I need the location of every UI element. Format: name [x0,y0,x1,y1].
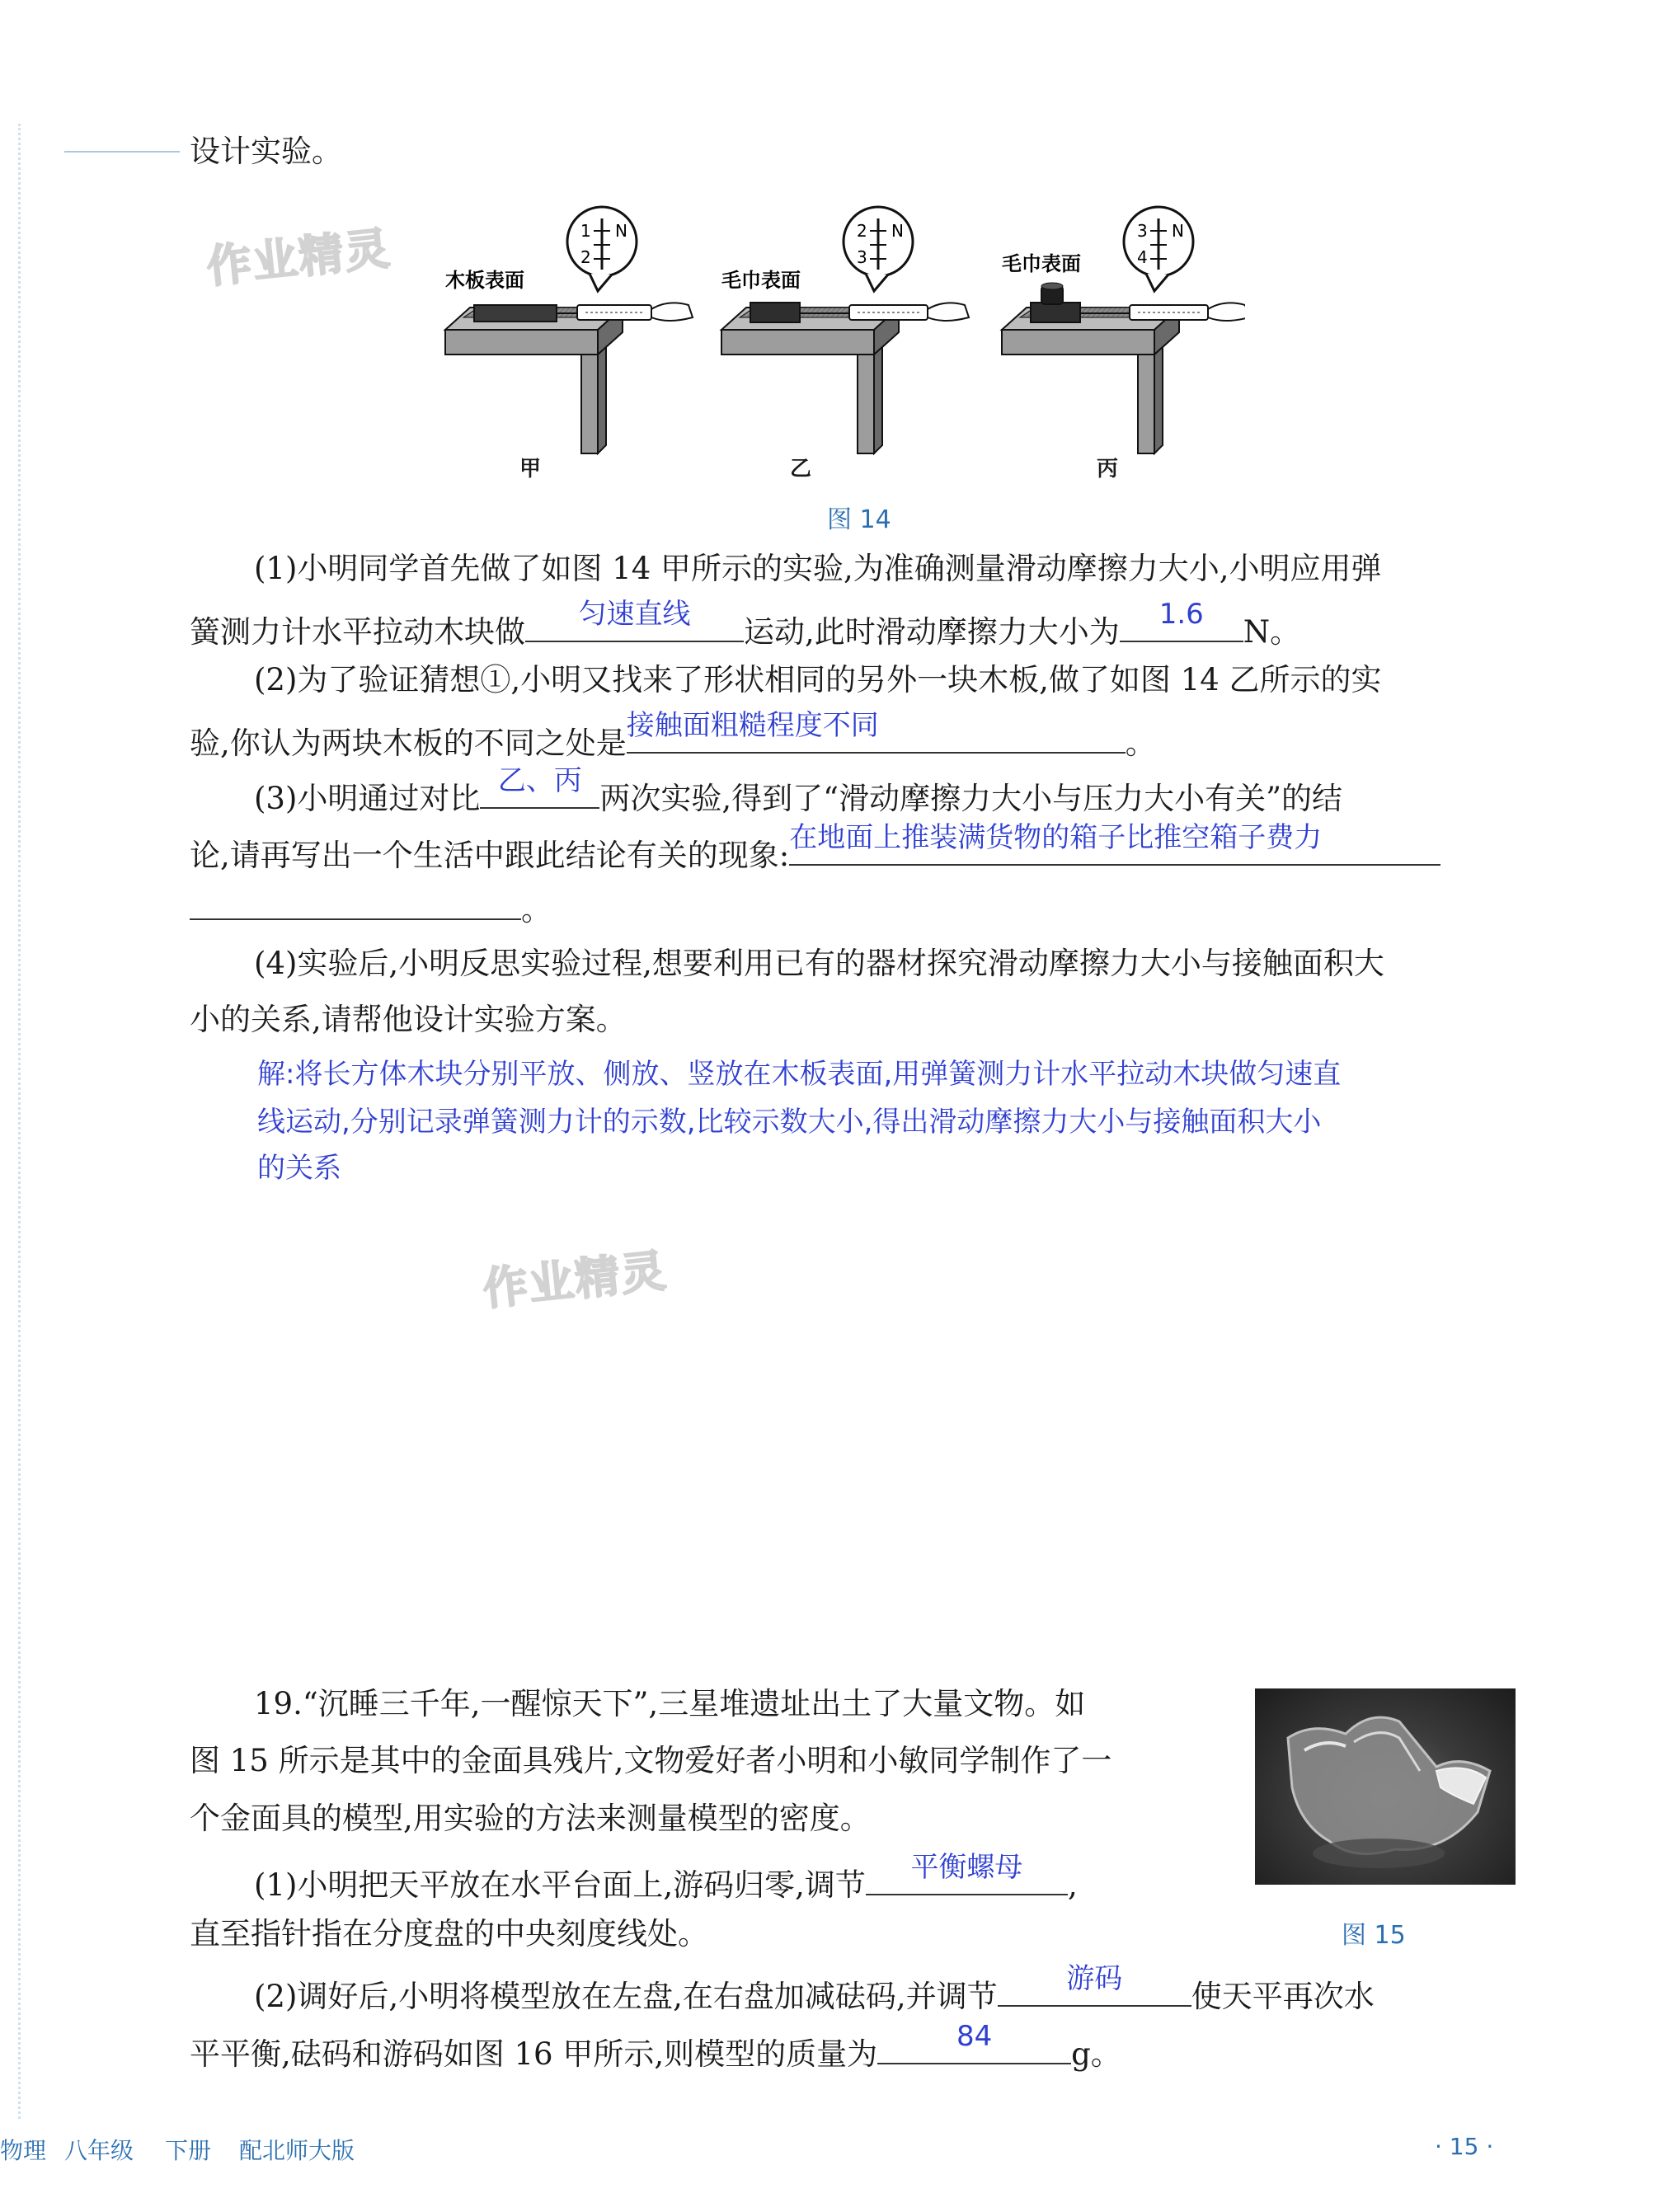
q19-p2-text-d: g。 [1071,2036,1121,2072]
watermark: 作业精灵 [204,222,394,294]
gauge-tick-label: 3 [1137,221,1148,241]
answer-blank [998,1962,1191,2007]
continuation-text: 设计实验。 [190,134,342,169]
q18-p3-line1 [254,764,1343,820]
footer-grade: 八年级 [64,2137,134,2164]
q19-p2-text-b: 使天平再次水 [1191,1979,1375,2014]
panel-label-yi: 乙 [790,457,812,481]
q18-p2-line1: (2)为了验证猜想①,小明又找来了形状相同的另外一块木板,做了如图 14 乙所示的实 [254,662,1382,697]
q19-intro-line1: 19.“沉睡三千年,一醒惊天下”,三星堆遗址出土了大量文物。如 [254,1686,1086,1721]
q18-p2-text-b: 。 [1125,726,1156,761]
q19-p1-line2: 直至指针指在分度盘的中央刻度线处。 [190,1916,708,1951]
q19-p2-line2 [190,2020,1121,2076]
answer-text: 乙、丙 [497,764,582,797]
answer-text: 匀速直线 [578,598,691,631]
q19-p2-line1 [254,1962,1375,2018]
q18-p3-line3 [190,881,552,932]
gauge-tick-label: 4 [1137,247,1148,267]
panel-bing [1002,207,1245,453]
q19-p1-line1 [254,1851,1078,1907]
q18-p1-line1: (1)小明同学首先做了如图 14 甲所示的实验,为准确测量滑动摩擦力大小,小明应用弹 [254,551,1382,586]
gauge-tick-label: 2 [580,247,591,267]
surface-label: 木板表面 [445,269,524,292]
figure-14-caption: 图 14 [827,505,891,534]
gauge-unit: N [615,221,627,241]
footer-volume: 下册 [165,2137,212,2164]
panel-jia [445,207,693,453]
gold-mask-fragment [1255,1688,1516,1885]
panel-label-jia: 甲 [519,457,542,481]
surface-label: 毛巾表面 [1002,252,1081,275]
answer-blank [190,881,521,920]
answer-blank [480,764,599,809]
answer-blank [1120,598,1243,642]
footer-edition: 配北师大版 [239,2137,355,2164]
gauge-tick-label: 1 [580,221,591,241]
footer-subject: 物理 [0,2137,47,2164]
answer-blank [525,598,744,642]
gauge-tick-label: 2 [857,221,867,241]
figure-14 [429,194,1245,491]
q19-intro-line3: 个金面具的模型,用实验的方法来测量模型的密度。 [190,1801,871,1836]
answer-text: 游码 [1066,1962,1123,1995]
margin-guide [18,124,21,2119]
gauge-unit: N [891,221,904,241]
q19-p1-text-a: (1)小明把天平放在水平台面上,游码归零,调节 [254,1867,866,1903]
answer-text: 在地面上推装满货物的箱子比推空箱子费力 [789,821,1323,854]
q18-p1-text-b: 运动,此时滑动摩擦力大小为 [744,614,1120,650]
q18-p2-line2 [190,709,1156,765]
q18-p3-text-a: (3)小明通过对比 [254,781,481,816]
panel-yi [721,207,969,453]
q19-p2-text-c: 平平衡,砝码和游码如图 16 甲所示,则模型的质量为 [190,2036,878,2072]
q18-p1-line2 [190,598,1301,654]
panel-label-bing: 丙 [1097,457,1119,481]
answer-text: 平衡螺母 [910,1851,1023,1884]
q18-p4-answer-line: 线运动,分别记录弹簧测力计的示数,比较示数大小,得出滑动摩擦力大小与接触面积大小 [257,1106,1322,1139]
q18-p4-answer-line: 的关系 [257,1152,341,1185]
gauge-unit: N [1172,221,1184,241]
gauge-tick-label: 3 [857,247,867,267]
header-rule [64,151,180,153]
answer-text: 接触面粗糙程度不同 [626,709,879,742]
q18-p3-text-d: 。 [521,892,552,928]
q19-intro-line2: 图 15 所示是其中的金面具残片,文物爱好者小明和小敏同学制作了一 [190,1743,1112,1778]
answer-blank [877,2020,1071,2064]
q18-p1-text-c: N。 [1243,614,1301,650]
surface-label: 毛巾表面 [721,269,801,292]
q18-p3-text-b: 两次实验,得到了“滑动摩擦力大小与压力大小有关”的结 [599,781,1343,816]
q19-p2-text-a: (2)调好后,小明将模型放在左盘,在右盘加减砝码,并调节 [254,1979,998,2014]
q18-p3-line2 [190,821,1440,877]
answer-text: 1.6 [1158,598,1204,631]
answer-blank [866,1851,1068,1895]
page-number: · 15 · [1435,2133,1494,2160]
figure-15-image [1255,1688,1516,1885]
answer-blank [626,709,1126,754]
q18-p4-answer-line: 解:将长方体木块分别平放、侧放、竖放在木板表面,用弹簧测力计水平拉动木块做匀速直 [257,1058,1342,1091]
q19-p1-text-b: , [1067,1867,1078,1903]
figure-15-caption: 图 15 [1342,1921,1406,1950]
q18-p3-text-c: 论,请再写出一个生活中跟此结论有关的现象: [190,838,790,873]
q18-p4-line1: (4)实验后,小明反思实验过程,想要利用已有的器材探究滑动摩擦力大小与接触面积大 [254,946,1384,981]
q18-p4-line2: 小的关系,请帮他设计实验方案。 [190,1002,627,1037]
answer-blank [789,821,1440,866]
q18-p1-text-a: 簧测力计水平拉动木块做 [190,614,525,650]
q18-p2-text-a: 验,你认为两块木板的不同之处是 [190,726,627,761]
watermark: 作业精灵 [480,1244,670,1316]
answer-text: 84 [956,2020,993,2053]
